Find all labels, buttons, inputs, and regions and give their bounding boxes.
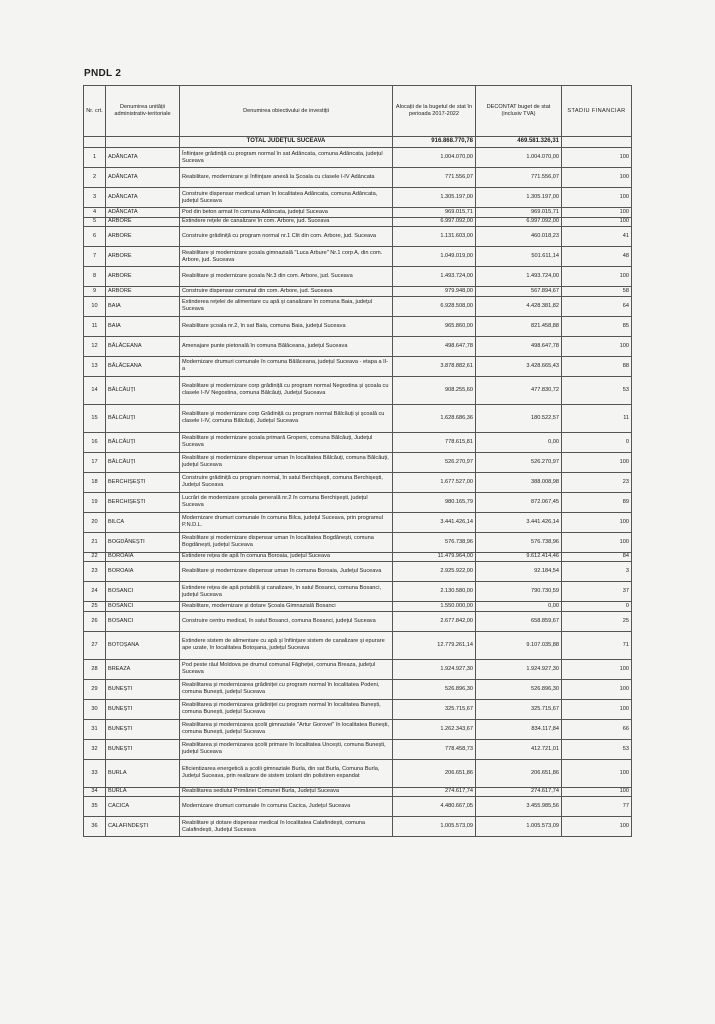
row-nr: 16 xyxy=(84,432,106,452)
table-row xyxy=(84,659,632,679)
row-decontat: 1.004.070,00 xyxy=(476,148,562,168)
row-decontat: 180.522,57 xyxy=(476,404,562,432)
row-stadiu: 25 xyxy=(562,611,632,631)
row-uat: BOSANCI xyxy=(106,602,180,612)
row-obiectiv: Reabilitare și modernizare dispensar uman în comuna Boroaia, Județul Suceava xyxy=(180,562,393,582)
row-nr: 5 xyxy=(84,217,106,227)
table-row xyxy=(84,267,632,287)
row-stadiu: 88 xyxy=(562,356,632,376)
row-decontat: 969.015,71 xyxy=(476,208,562,218)
row-stadiu: 64 xyxy=(562,296,632,316)
header-alocatii: Alocații de la bugetul de stat în perioada 2017-2022 xyxy=(393,86,476,137)
row-uat: BĂLCĂUȚI xyxy=(106,404,180,432)
row-nr: 21 xyxy=(84,532,106,552)
row-obiectiv: Înființare grădiniță cu program normal în sat Adâncata, comuna Adâncata, județul Suceava xyxy=(180,148,393,168)
row-obiectiv: Construire dispensar comunal din com. Arbore, jud. Suceava xyxy=(180,287,393,297)
row-decontat: 498.647,78 xyxy=(476,336,562,356)
investment-table xyxy=(83,85,632,837)
row-stadiu: 100 xyxy=(562,217,632,227)
row-obiectiv: Amenajare punte pietonală în comuna Bălăceana, județul Suceava xyxy=(180,336,393,356)
row-nr: 13 xyxy=(84,356,106,376)
row-uat: BĂLĂCEANA xyxy=(106,356,180,376)
row-uat: BURLA xyxy=(106,759,180,787)
row-decontat: 206.651,86 xyxy=(476,759,562,787)
total-label: TOTAL JUDEȚUL SUCEAVA xyxy=(180,137,393,148)
table-row xyxy=(84,679,632,699)
row-nr: 22 xyxy=(84,552,106,562)
row-alocatii: 526.896,30 xyxy=(393,679,476,699)
row-nr: 32 xyxy=(84,739,106,759)
table-row xyxy=(84,287,632,297)
row-decontat: 0,00 xyxy=(476,602,562,612)
row-nr: 11 xyxy=(84,316,106,336)
row-obiectiv: Modernizare drumuri comunale în comuna Cacica, Județul Suceava xyxy=(180,797,393,817)
row-obiectiv: Lucrări de modernizare școala generală nr.2 în comuna Berchișești, județul Suceava xyxy=(180,492,393,512)
row-decontat: 576.738,96 xyxy=(476,532,562,552)
row-stadiu: 100 xyxy=(562,699,632,719)
row-nr: 35 xyxy=(84,797,106,817)
row-decontat: 3.428.665,43 xyxy=(476,356,562,376)
row-nr: 1 xyxy=(84,148,106,168)
row-decontat: 92.184,54 xyxy=(476,562,562,582)
row-obiectiv: Extinderea rețelei de alimentare cu apă și canalizare în comuna Baia, județul Suceava xyxy=(180,296,393,316)
row-stadiu: 41 xyxy=(562,227,632,247)
row-uat: ARBORE xyxy=(106,287,180,297)
row-uat: BUNEȘTI xyxy=(106,719,180,739)
row-decontat: 412.721,01 xyxy=(476,739,562,759)
row-nr: 23 xyxy=(84,562,106,582)
row-alocatii: 778.615,81 xyxy=(393,432,476,452)
row-obiectiv: Reabilitarea sediului Primăriei Comunei Burla, Județul Suceava xyxy=(180,787,393,797)
row-decontat: 790.730,59 xyxy=(476,582,562,602)
row-obiectiv: Reabilitare și modernizare școala primară Gropeni, comuna Bălcăuți, Județul Suceava xyxy=(180,432,393,452)
header-nr: Nr. crt. xyxy=(84,86,106,137)
table-row xyxy=(84,817,632,837)
row-obiectiv: Reabilitarea și modernizarea școlii gimnaziale "Artur Gorovei" în localitatea Bunești, comuna Bunești, județul Suceava xyxy=(180,719,393,739)
row-obiectiv: Extindere sistem de alimentare cu apă și înființare sistem de canalizare și epurare ape uzate, în localitatea Botoșana, județul Suceava xyxy=(180,631,393,659)
row-alocatii: 325.715,67 xyxy=(393,699,476,719)
row-stadiu: 48 xyxy=(562,247,632,267)
row-stadiu: 100 xyxy=(562,759,632,787)
row-alocatii: 3.441.426,14 xyxy=(393,512,476,532)
row-uat: BUNEȘTI xyxy=(106,739,180,759)
row-obiectiv: Reabilitare și modernizare corp Grădiniță cu program normal Bălcăuți și școală cu clasele I-IV, comuna Bălcăuți, Județul Suceava xyxy=(180,404,393,432)
total-nr xyxy=(84,137,106,148)
row-uat: BUNEȘTI xyxy=(106,679,180,699)
table-row xyxy=(84,316,632,336)
row-nr: 7 xyxy=(84,247,106,267)
row-obiectiv: Construire dispensar medical uman în localitatea Adâncata, comuna Adâncata, județul Suceava xyxy=(180,188,393,208)
row-uat: ADÂNCATA xyxy=(106,168,180,188)
row-obiectiv: Extindere rețele de canalizare în com. Arbore, jud. Suceava xyxy=(180,217,393,227)
row-alocatii: 1.628.686,36 xyxy=(393,404,476,432)
row-alocatii: 526.270,97 xyxy=(393,452,476,472)
row-uat: BĂLCĂUȚI xyxy=(106,376,180,404)
table-row xyxy=(84,562,632,582)
row-alocatii: 1.550.000,00 xyxy=(393,602,476,612)
row-nr: 33 xyxy=(84,759,106,787)
table-row xyxy=(84,797,632,817)
row-decontat: 325.715,67 xyxy=(476,699,562,719)
row-stadiu: 100 xyxy=(562,787,632,797)
row-stadiu: 77 xyxy=(562,797,632,817)
row-obiectiv: Reabilitarea și modernizarea grădiniței cu program normal în localitatea Bunești, comuna Bunești, județul Suceava xyxy=(180,699,393,719)
header-uat: Denumirea unității administrativ-teritoriale xyxy=(106,86,180,137)
row-decontat: 658.859,67 xyxy=(476,611,562,631)
row-alocatii: 1.262.343,67 xyxy=(393,719,476,739)
document-title: PNDL 2 xyxy=(84,68,122,79)
row-uat: BOSANCI xyxy=(106,611,180,631)
row-nr: 12 xyxy=(84,336,106,356)
row-nr: 31 xyxy=(84,719,106,739)
table-row xyxy=(84,611,632,631)
row-alocatii: 1.924.927,30 xyxy=(393,659,476,679)
row-obiectiv: Reabilitare, modernizare și înființare anexă la Școala cu clasele I-IV Adâncata xyxy=(180,168,393,188)
row-stadiu: 23 xyxy=(562,472,632,492)
row-obiectiv: Eficientizarea energetică a școlii gimnaziale Burla, din sat Burla, Comuna Burla, Județul Suceava, prin realizare de sistem izolant din polistiren expandat xyxy=(180,759,393,787)
row-nr: 2 xyxy=(84,168,106,188)
row-alocatii: 3.878.882,61 xyxy=(393,356,476,376)
row-uat: ARBORE xyxy=(106,217,180,227)
table-row xyxy=(84,532,632,552)
table-row xyxy=(84,552,632,562)
table-row xyxy=(84,631,632,659)
table-row xyxy=(84,217,632,227)
table-row xyxy=(84,787,632,797)
table-row xyxy=(84,168,632,188)
row-nr: 18 xyxy=(84,472,106,492)
row-uat: ARBORE xyxy=(106,247,180,267)
table-row xyxy=(84,492,632,512)
row-stadiu: 100 xyxy=(562,267,632,287)
row-decontat: 3.455.985,56 xyxy=(476,797,562,817)
row-uat: BOGDĂNEȘTI xyxy=(106,532,180,552)
row-nr: 28 xyxy=(84,659,106,679)
row-uat: BOROAIA xyxy=(106,552,180,562)
row-nr: 15 xyxy=(84,404,106,432)
row-stadiu: 53 xyxy=(562,739,632,759)
row-obiectiv: Reabilitare și modernizare corp grădiniță cu program normal Negostina și școala cu clasele I-IV Negostina, comuna Bălcăuți, Județul Suceava xyxy=(180,376,393,404)
row-obiectiv: Reabilitare și dotare dispensar medical în localitatea Calafindești, comuna Calafindești, Județul Suceava xyxy=(180,817,393,837)
table-row xyxy=(84,376,632,404)
row-uat: BĂLĂCEANA xyxy=(106,336,180,356)
row-uat: BAIA xyxy=(106,316,180,336)
total-decontat: 469.581.326,31 xyxy=(476,137,562,148)
row-stadiu: 66 xyxy=(562,719,632,739)
table-row xyxy=(84,404,632,432)
row-alocatii: 274.617,74 xyxy=(393,787,476,797)
row-obiectiv: Reabilitare și modernizare școala Nr.3 din com. Arbore, jud. Suceava xyxy=(180,267,393,287)
row-decontat: 771.556,07 xyxy=(476,168,562,188)
row-alocatii: 1.131.603,00 xyxy=(393,227,476,247)
row-alocatii: 979.948,00 xyxy=(393,287,476,297)
table-row xyxy=(84,512,632,532)
row-nr: 6 xyxy=(84,227,106,247)
row-decontat: 460.018,23 xyxy=(476,227,562,247)
row-uat: ARBORE xyxy=(106,227,180,247)
row-alocatii: 6.928.508,00 xyxy=(393,296,476,316)
row-stadiu: 100 xyxy=(562,817,632,837)
row-decontat: 0,00 xyxy=(476,432,562,452)
row-uat: BĂLCĂUȚI xyxy=(106,452,180,472)
row-alocatii: 4.480.667,05 xyxy=(393,797,476,817)
row-stadiu: 100 xyxy=(562,679,632,699)
row-stadiu: 100 xyxy=(562,168,632,188)
table-row xyxy=(84,759,632,787)
row-nr: 17 xyxy=(84,452,106,472)
table-header-row xyxy=(84,86,632,137)
row-alocatii: 778.458,73 xyxy=(393,739,476,759)
row-nr: 10 xyxy=(84,296,106,316)
row-nr: 36 xyxy=(84,817,106,837)
table-row xyxy=(84,699,632,719)
row-decontat: 1.924.927,30 xyxy=(476,659,562,679)
row-stadiu: 37 xyxy=(562,582,632,602)
table-row xyxy=(84,227,632,247)
row-nr: 3 xyxy=(84,188,106,208)
table-row xyxy=(84,472,632,492)
table-row xyxy=(84,719,632,739)
row-alocatii: 206.651,86 xyxy=(393,759,476,787)
row-alocatii: 1.004.070,00 xyxy=(393,148,476,168)
row-stadiu: 71 xyxy=(562,631,632,659)
row-decontat: 821.458,88 xyxy=(476,316,562,336)
row-alocatii: 908.255,60 xyxy=(393,376,476,404)
total-alocatii: 916.868.770,78 xyxy=(393,137,476,148)
row-alocatii: 771.556,07 xyxy=(393,168,476,188)
row-obiectiv: Reabilitarea și modernizarea școlii primare în localitatea Uncești, comuna Bunești, județul Suceava xyxy=(180,739,393,759)
table-row xyxy=(84,188,632,208)
row-stadiu: 100 xyxy=(562,452,632,472)
row-stadiu: 53 xyxy=(562,376,632,404)
row-uat: BUNEȘTI xyxy=(106,699,180,719)
row-uat: BOROAIA xyxy=(106,562,180,582)
row-obiectiv: Modernizare drumuri comunale în comuna Bilca, județul Suceava, prin programul P.N.D.L. xyxy=(180,512,393,532)
row-decontat: 501.611,14 xyxy=(476,247,562,267)
row-nr: 30 xyxy=(84,699,106,719)
table-row xyxy=(84,208,632,218)
row-obiectiv: Reabilitare școala nr.2, în sat Baia, comuna Baia, județul Suceava xyxy=(180,316,393,336)
row-alocatii: 1.049.019,00 xyxy=(393,247,476,267)
row-decontat: 567.894,67 xyxy=(476,287,562,297)
table-row xyxy=(84,739,632,759)
row-uat: BOTOȘANA xyxy=(106,631,180,659)
row-nr: 9 xyxy=(84,287,106,297)
row-decontat: 834.117,84 xyxy=(476,719,562,739)
row-uat: CALAFINDEȘTI xyxy=(106,817,180,837)
row-stadiu: 100 xyxy=(562,659,632,679)
row-obiectiv: Modernizare drumuri comunale în comuna Bălăceana, județul Suceava - etapa a II-a xyxy=(180,356,393,376)
header-stadiu: STADIU FINANCIAR xyxy=(562,86,632,137)
row-uat: ADÂNCATA xyxy=(106,188,180,208)
row-stadiu: 3 xyxy=(562,562,632,582)
row-stadiu: 100 xyxy=(562,336,632,356)
row-nr: 34 xyxy=(84,787,106,797)
row-decontat: 526.270,97 xyxy=(476,452,562,472)
row-obiectiv: Construire grădiniță cu program normal, în satul Berchișești, comuna Berchișești, Județul Suceava xyxy=(180,472,393,492)
row-nr: 14 xyxy=(84,376,106,404)
table-row xyxy=(84,247,632,267)
row-alocatii: 576.738,96 xyxy=(393,532,476,552)
row-uat: BREAZA xyxy=(106,659,180,679)
row-nr: 29 xyxy=(84,679,106,699)
row-uat: BILCA xyxy=(106,512,180,532)
row-alocatii: 969.015,71 xyxy=(393,208,476,218)
row-nr: 20 xyxy=(84,512,106,532)
table-row xyxy=(84,452,632,472)
table-row xyxy=(84,432,632,452)
row-obiectiv: Reabilitare și modernizare școala gimnazială "Luca Arbure" Nr.1 corp A, din com. Arbore, jud. Suceava xyxy=(180,247,393,267)
row-alocatii: 1.677.527,00 xyxy=(393,472,476,492)
row-stadiu: 100 xyxy=(562,512,632,532)
row-alocatii: 2.925.922,00 xyxy=(393,562,476,582)
row-decontat: 6.997.092,00 xyxy=(476,217,562,227)
row-stadiu: 89 xyxy=(562,492,632,512)
row-alocatii: 1.005.573,09 xyxy=(393,817,476,837)
row-obiectiv: Extindere rețea de apă în comuna Boroaia, județul Suceava xyxy=(180,552,393,562)
row-uat: ADÂNCATA xyxy=(106,148,180,168)
total-stadiu xyxy=(562,137,632,148)
row-decontat: 9.612.414,46 xyxy=(476,552,562,562)
row-stadiu: 0 xyxy=(562,602,632,612)
row-obiectiv: Extindere rețea de apă potabilă și canalizare, în satul Bosanci, comuna Bosanci, județul Suceava xyxy=(180,582,393,602)
row-alocatii: 6.997.092,00 xyxy=(393,217,476,227)
row-decontat: 274.617,74 xyxy=(476,787,562,797)
row-stadiu: 100 xyxy=(562,532,632,552)
row-alocatii: 498.647,78 xyxy=(393,336,476,356)
row-decontat: 3.441.426,14 xyxy=(476,512,562,532)
row-nr: 4 xyxy=(84,208,106,218)
row-uat: BERCHIȘEȘTI xyxy=(106,472,180,492)
table-row xyxy=(84,602,632,612)
row-alocatii: 980.165,79 xyxy=(393,492,476,512)
row-decontat: 1.005.573,09 xyxy=(476,817,562,837)
row-obiectiv: Reabilitare, modernizare și dotare Școala Gimnazială Bosanci xyxy=(180,602,393,612)
table-row xyxy=(84,296,632,316)
row-nr: 27 xyxy=(84,631,106,659)
row-decontat: 1.493.724,00 xyxy=(476,267,562,287)
row-uat: BOSANCI xyxy=(106,582,180,602)
row-alocatii: 965.860,00 xyxy=(393,316,476,336)
row-obiectiv: Reabilitare și modernizare dispensar uman în localitatea Bogdănești, comuna Bogdănești, județul Suceava xyxy=(180,532,393,552)
row-obiectiv: Reabilitarea și modernizarea grădiniței cu program normal în localitatea Podeni, comuna Bunești, județul Suceava xyxy=(180,679,393,699)
total-row xyxy=(84,137,632,148)
row-uat: BAIA xyxy=(106,296,180,316)
row-decontat: 526.896,30 xyxy=(476,679,562,699)
row-decontat: 872.067,45 xyxy=(476,492,562,512)
row-obiectiv: Pod peste râul Moldova pe drumul comunal Făgheței, comuna Breaza, județul Suceava xyxy=(180,659,393,679)
table-row xyxy=(84,356,632,376)
row-nr: 24 xyxy=(84,582,106,602)
row-stadiu: 100 xyxy=(562,188,632,208)
row-nr: 8 xyxy=(84,267,106,287)
table-row xyxy=(84,582,632,602)
row-uat: BURLA xyxy=(106,787,180,797)
row-alocatii: 1.493.724,00 xyxy=(393,267,476,287)
row-stadiu: 85 xyxy=(562,316,632,336)
row-decontat: 1.305.197,00 xyxy=(476,188,562,208)
row-nr: 19 xyxy=(84,492,106,512)
row-uat: BERCHIȘEȘTI xyxy=(106,492,180,512)
row-alocatii: 11.479.964,00 xyxy=(393,552,476,562)
row-stadiu: 0 xyxy=(562,432,632,452)
row-nr: 26 xyxy=(84,611,106,631)
row-alocatii: 2.130.580,00 xyxy=(393,582,476,602)
row-obiectiv: Pod din beton armat în comuna Adâncata, județul Suceava xyxy=(180,208,393,218)
row-uat: BĂLCĂUȚI xyxy=(106,432,180,452)
row-alocatii: 2.677.842,00 xyxy=(393,611,476,631)
row-uat: ARBORE xyxy=(106,267,180,287)
row-obiectiv: Construire grădiniță cu program normal nr.1 Clit din com. Arbore, jud. Suceava xyxy=(180,227,393,247)
table-row xyxy=(84,336,632,356)
row-stadiu: 58 xyxy=(562,287,632,297)
row-alocatii: 1.305.197,00 xyxy=(393,188,476,208)
row-uat: ADÂNCATA xyxy=(106,208,180,218)
header-obiectiv: Denumirea obiectivului de investiții xyxy=(180,86,393,137)
row-obiectiv: Reabilitare și modernizare dispensar uman în localitatea Bălcăuți, comuna Bălcăuți, județul Suceava xyxy=(180,452,393,472)
row-decontat: 9.107.035,88 xyxy=(476,631,562,659)
row-obiectiv: Construire centru medical, în satul Bosanci, comuna Bosanci, județul Suceava xyxy=(180,611,393,631)
row-stadiu: 11 xyxy=(562,404,632,432)
total-uat xyxy=(106,137,180,148)
row-alocatii: 12.779.261,14 xyxy=(393,631,476,659)
header-decontat: DECONTAT buget de stat (inclusiv TVA) xyxy=(476,86,562,137)
table-row xyxy=(84,148,632,168)
row-stadiu: 100 xyxy=(562,148,632,168)
row-decontat: 388.008,98 xyxy=(476,472,562,492)
row-uat: CACICA xyxy=(106,797,180,817)
row-stadiu: 100 xyxy=(562,208,632,218)
row-decontat: 477.830,72 xyxy=(476,376,562,404)
row-decontat: 4.428.381,82 xyxy=(476,296,562,316)
row-nr: 25 xyxy=(84,602,106,612)
row-stadiu: 84 xyxy=(562,552,632,562)
